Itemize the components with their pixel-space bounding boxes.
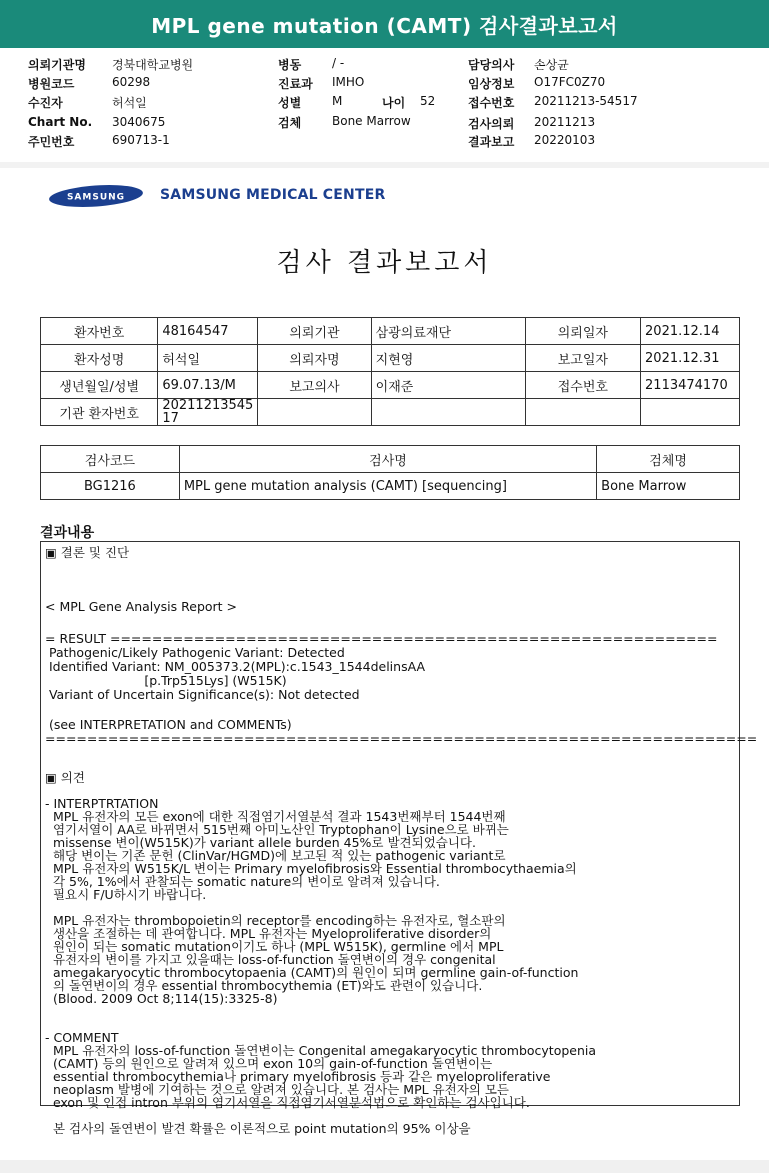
- table-value-cell: [371, 399, 525, 426]
- info-sex: [278, 94, 342, 111]
- info-value: 52: [420, 94, 436, 108]
- info-label: 담당의사: [468, 58, 515, 72]
- cell-specimen: Bone Marrow: [597, 473, 740, 500]
- table-label-cell: 환자성명: [41, 345, 158, 372]
- table-row: [41, 318, 740, 345]
- table-label-cell: 보고의사: [258, 372, 371, 399]
- info-request-date: [468, 115, 595, 132]
- info-value: 60298: [112, 75, 151, 89]
- info-resident-no: [28, 133, 170, 150]
- table-label-cell: 의뢰자명: [258, 345, 371, 372]
- header-test-code: 검사코드: [41, 446, 180, 473]
- info-value: 20211213: [534, 115, 596, 129]
- table-row: [41, 372, 740, 399]
- info-label: Chart No.: [28, 115, 93, 129]
- table-value-cell: 지현영: [371, 345, 525, 372]
- result-line: 의 돌연변이의 경우 essential thrombocythemia (ET)와도 관련이 있습니다.: [45, 978, 483, 993]
- info-patient: [28, 94, 147, 111]
- info-value: 경북대학교병원: [112, 58, 194, 72]
- result-line: MPL 유전자는 thrombopoietin의 receptor를 encoding하는 유전자로, 혈소판의: [45, 913, 506, 928]
- info-doctor: [468, 56, 569, 73]
- table-value-cell: [641, 399, 740, 426]
- result-line: 본 검사의 돌연변이 발견 확률은 이론적으로 point mutation의 95% 이상을: [45, 1121, 471, 1136]
- info-label: 접수번호: [468, 96, 515, 110]
- result-line: Identified Variant: NM_005373.2(MPL):c.1543_1544delinsAA: [45, 659, 426, 674]
- info-hospital-code: [28, 75, 150, 92]
- table-value-cell: 이재준: [371, 372, 525, 399]
- table-label-cell: [525, 399, 640, 426]
- result-line: neoplasm 발병에 기여하는 것으로 알려져 있습니다. 본 검사는 MPL 유전자의 모든: [45, 1082, 509, 1097]
- result-line: ▣ 의견: [45, 770, 85, 785]
- table-value-cell: 20211213545 17: [158, 399, 258, 426]
- info-value: 690713-1: [112, 133, 170, 147]
- result-line: exon 및 인접 intron 부위의 염기서열을 직접염기서열분석법으로 확인하는 검사입니다.: [45, 1095, 530, 1110]
- report-header-title: MPL gene mutation (CAMT) 검사결과보고서: [0, 0, 769, 48]
- result-line: 염기서열이 AA로 바뀌면서 515번째 아미노산인 Tryptophan이 Lysine으로 바뀌는: [45, 822, 509, 837]
- result-line: 해당 변이는 기존 문헌 (ClinVar/HGMD)에 보고된 적 있는 pathogenic variant로: [45, 848, 506, 863]
- test-info-table: [40, 445, 740, 500]
- info-value: / -: [332, 56, 345, 70]
- info-value: O17FC0Z70: [534, 75, 606, 89]
- page-bottom-strip: [0, 1160, 769, 1173]
- result-line: 필요시 F/U하시기 바랍니다.: [45, 887, 207, 902]
- table-value-cell: 삼광의료재단: [371, 318, 525, 345]
- section-divider: [0, 162, 769, 168]
- result-line: - COMMENT: [45, 1030, 119, 1045]
- info-clinical: [468, 75, 605, 92]
- cell-test-name: MPL gene mutation analysis (CAMT) [sequencing]: [179, 473, 596, 500]
- table-value-cell: 2113474170: [641, 372, 740, 399]
- info-label: 검사의뢰: [468, 117, 515, 131]
- info-label: 결과보고: [468, 135, 515, 149]
- result-line: 유전자의 변이를 가지고 있을때는 loss-of-function 돌연변이의 경우 congenital: [45, 952, 496, 967]
- header-specimen: 검체명: [597, 446, 740, 473]
- info-receipt-no: [468, 94, 638, 111]
- info-label: 수진자: [28, 96, 63, 110]
- result-line: 원인이 되는 somatic mutation이기도 하나 (MPL W515K), germline 에서 MPL: [45, 939, 504, 954]
- result-line: - INTERPTRTATION: [45, 796, 159, 811]
- table-label-cell: 생년월일/성별: [41, 372, 158, 399]
- info-label: 나이: [382, 96, 406, 110]
- info-value: Bone Marrow: [332, 114, 411, 128]
- info-value: 3040675: [112, 115, 166, 129]
- result-line: Pathogenic/Likely Pathogenic Variant: Detected: [45, 645, 345, 660]
- info-label: 성별: [278, 96, 302, 110]
- report-title: 검사 결과보고서: [276, 248, 493, 278]
- info-label: 병동: [278, 58, 302, 72]
- info-label: 의뢰기관명: [28, 58, 86, 72]
- info-department: [278, 75, 364, 92]
- info-report-date: [468, 133, 595, 150]
- table-value-cell: 69.07.13/M: [158, 372, 258, 399]
- info-ward: [278, 56, 344, 73]
- table-label-cell: 환자번호: [41, 318, 158, 345]
- table-value-cell: 48164547: [158, 318, 258, 345]
- info-label: 임상정보: [468, 77, 515, 91]
- table-row: [41, 473, 740, 500]
- info-value: IMHO: [332, 75, 365, 89]
- result-line: MPL 유전자의 모든 exon에 대한 직접염기서열분석 결과 1543번째부터 1544번째: [45, 809, 506, 824]
- table-label-cell: 의뢰일자: [525, 318, 640, 345]
- info-value: M: [332, 94, 343, 108]
- info-value: 20211213-54517: [534, 94, 638, 108]
- table-row: [41, 399, 740, 426]
- result-line: amegakaryocytic thrombocytopaenia (CAMT)의 원인이 되며 germline gain-of-function: [45, 965, 579, 980]
- result-line: (CAMT) 등의 원인으로 알려져 있으며 exon 10의 gain-of-function 돌연변이는: [45, 1056, 493, 1071]
- table-header-row: [41, 446, 740, 473]
- result-line: ====================================================================: [45, 731, 758, 746]
- patient-info-table: [40, 317, 740, 426]
- table-row: [41, 345, 740, 372]
- info-label: 주민번호: [28, 135, 75, 149]
- result-line: 생산을 조절하는 데 관여합니다. MPL 유전자는 Myeloproliferative disorder의: [45, 926, 492, 941]
- info-value: 허석일: [112, 96, 147, 110]
- result-line: MPL 유전자의 loss-of-function 돌연변이는 Congenital amegakaryocytic thrombocytopenia: [45, 1043, 597, 1058]
- info-chart-no: [28, 115, 165, 129]
- result-line: < MPL Gene Analysis Report >: [45, 599, 238, 614]
- result-section-label: 결과내용: [40, 525, 95, 541]
- table-value-cell: 2021.12.14: [641, 318, 740, 345]
- table-label-cell: [258, 399, 371, 426]
- info-label: 진료과: [278, 77, 313, 91]
- result-line: (see INTERPRETATION and COMMENTs): [45, 717, 292, 732]
- samsung-logo-text: SAMSUNG: [66, 192, 126, 203]
- result-line: missense 변이(W515K)가 variant allele burden 45%로 발견되었습니다.: [45, 835, 476, 850]
- info-label: 검체: [278, 116, 302, 130]
- table-value-cell: 허석일: [158, 345, 258, 372]
- info-value: 20220103: [534, 133, 596, 147]
- info-hospital: [28, 56, 193, 73]
- cell-test-code: BG1216: [41, 473, 180, 500]
- result-line: 각 5%, 1%에서 관찰되는 somatic nature의 변이로 알려져 있습니다.: [45, 874, 440, 889]
- result-line: [p.Trp515Lys] (W515K): [45, 673, 287, 688]
- samsung-logo: [48, 184, 144, 208]
- table-label-cell: 보고일자: [525, 345, 640, 372]
- table-label-cell: 접수번호: [525, 372, 640, 399]
- info-value: 손상균: [534, 58, 569, 72]
- info-age: [382, 94, 435, 111]
- result-line: = RESULT ==========================================================: [45, 631, 718, 646]
- table-label-cell: 의뢰기관: [258, 318, 371, 345]
- request-info-block: [0, 52, 769, 156]
- result-line: (Blood. 2009 Oct 8;114(15):3325-8): [45, 991, 278, 1006]
- result-line: Variant of Uncertain Significance(s): Not detected: [45, 687, 360, 702]
- info-label: 병원코드: [28, 77, 75, 91]
- result-content-box: [40, 541, 758, 1136]
- table-label-cell: 기관 환자번호: [41, 399, 158, 426]
- table-value-cell: 2021.12.31: [641, 345, 740, 372]
- result-line: essential thrombocythemia나 primary myelofibrosis 등과 같은 myeloproliferative: [45, 1069, 551, 1084]
- info-specimen: [278, 114, 411, 131]
- result-line: ▣ 결론 및 진단: [45, 545, 130, 560]
- result-line: MPL 유전자의 W515K/L 변이는 Primary myelofibrosis와 Essential thrombocythaemia의: [45, 861, 577, 876]
- medical-center-name: SAMSUNG MEDICAL CENTER: [160, 187, 386, 203]
- header-test-name: 검사명: [179, 446, 596, 473]
